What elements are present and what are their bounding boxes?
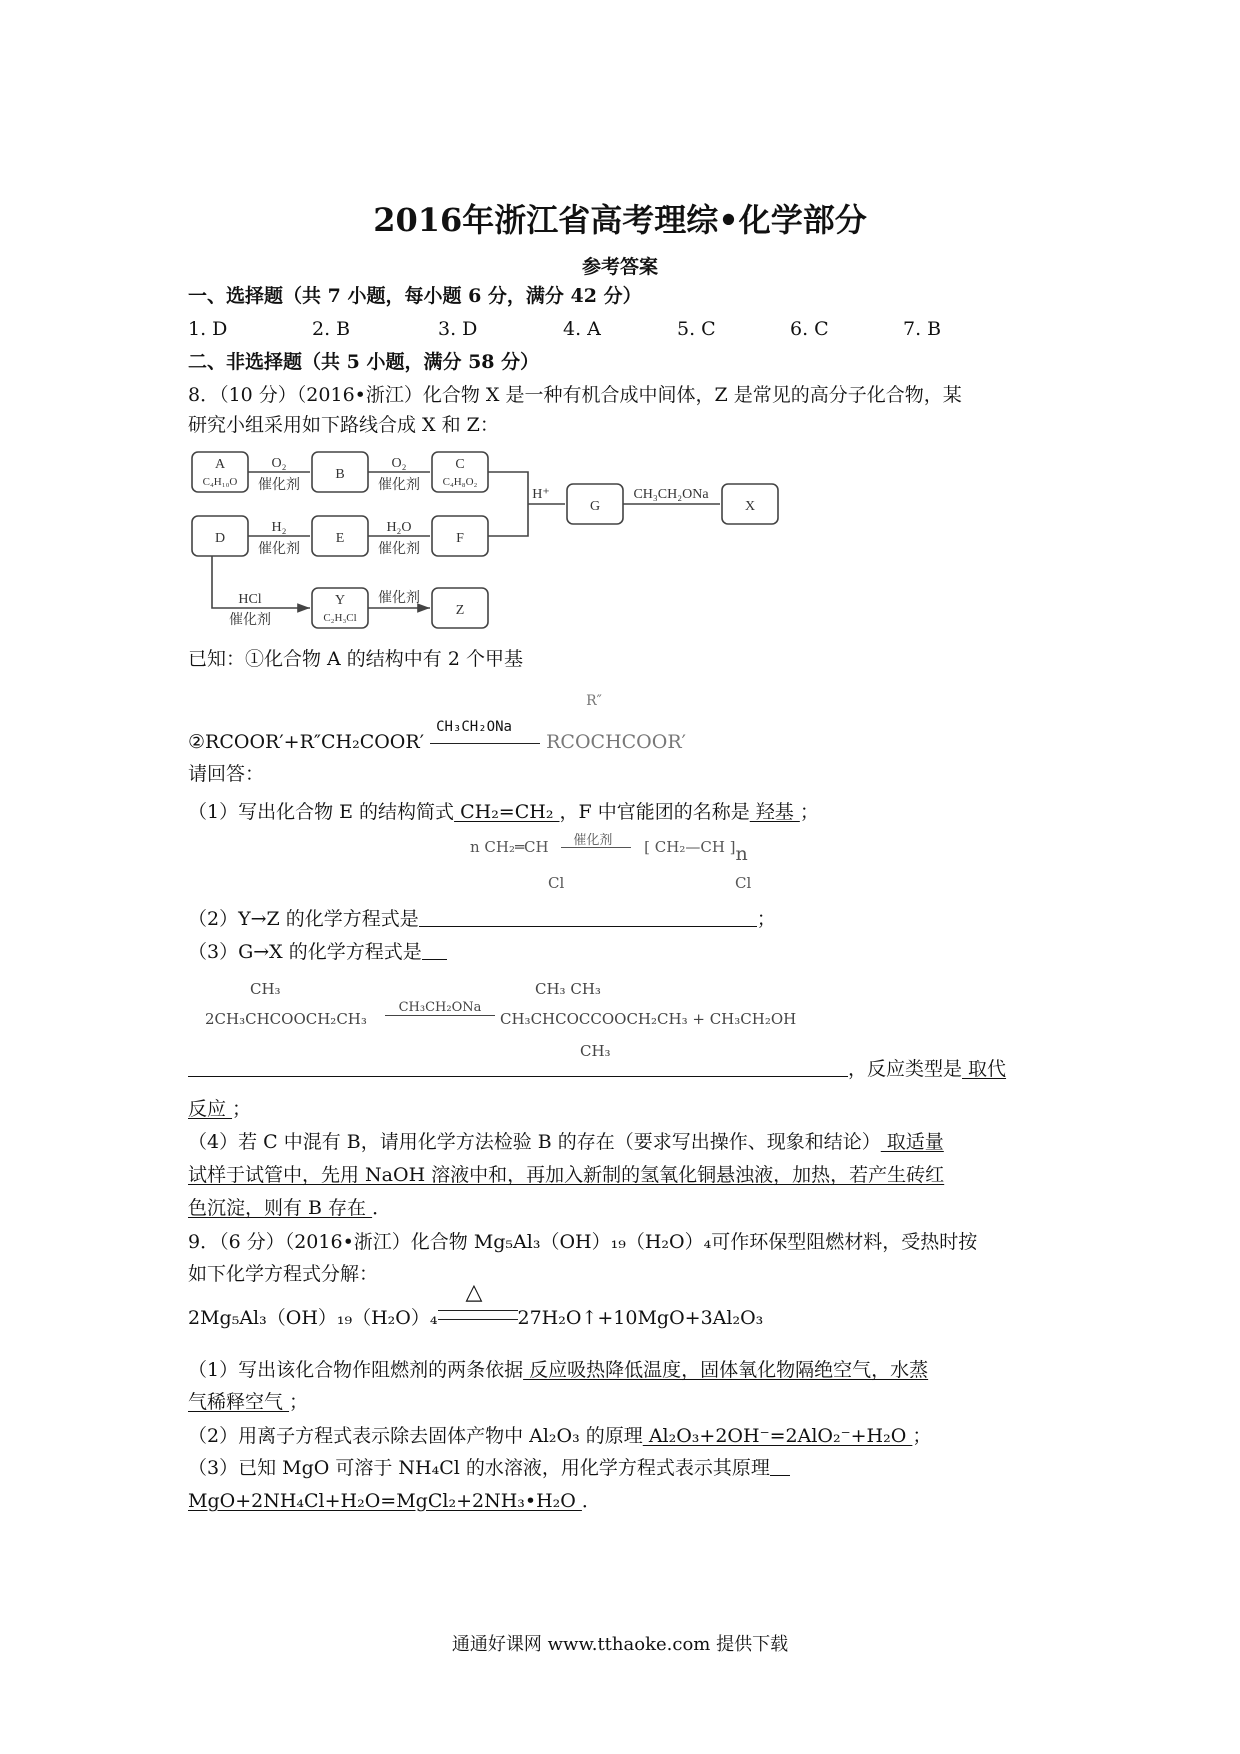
node-a-formula: C₄H₁₀O [202,476,238,488]
q8-part3-type-cont [188,1097,251,1121]
answer: 4. A [563,318,601,340]
q8-part4-answer [188,1196,391,1220]
node-z: Z [455,603,465,618]
catalyst-label: 催化剂 [258,542,300,557]
q9-part1-cont [188,1390,308,1414]
q9-part3-answer [188,1489,601,1513]
text: （2）用离子方程式表示除去固体产物中 Al₂O₃ 的原理 [188,1425,643,1447]
answer: 6. C [790,318,829,340]
reactant: 2CH₃CHCOOCH₂CH₃ [205,1010,367,1028]
reagent-h2o: H₂O [386,520,412,535]
answer: 7. B [903,318,942,340]
node-g: G [589,499,601,514]
page-title: 2016年浙江省高考理综•化学部分 [373,201,867,239]
footer: 通通好课网 www.tthaoke.com 提供下载 [451,1634,789,1655]
q8-part2 [188,907,776,931]
catalyst-label: 催化剂 [258,478,300,493]
answer-e-structure: CH₂=CH₂ [454,801,560,823]
node-f: F [456,531,464,546]
known-1: 已知：①化合物 A 的结构中有 2 个甲基 [188,648,523,670]
answer-reaction-type: 反应 [188,1098,233,1120]
q9-stem: 如下化学方程式分解： [188,1263,379,1285]
answer: 反应吸热降低温度，固体氧化物隔绝空气，水蒸 [523,1359,929,1381]
catalyst-label: 催化剂 [378,591,420,606]
known-2-reactants: ②RCOOR′+R″CH₂COOR′ [188,731,425,753]
q9-part3 [188,1456,790,1480]
node-e: E [335,531,345,546]
q8-part1 [188,800,819,824]
node-c-formula: C₄H₈O₂ [442,476,478,488]
text: （4）若 C 中混有 B，请用化学方法检验 B 的存在（要求写出操作、现象和结论） [188,1131,881,1153]
answer: MgO+2NH₄Cl+H₂O=MgCl₂+2NH₃•H₂O [188,1490,582,1512]
node-y: Y [334,593,346,608]
text: ． [581,1490,601,1512]
q9-stem: 9．（6 分）（2016•浙江）化合物 Mg₅Al₃（OH）₁₉（H₂O）₄可作环保型阻燃材料，受热时按 [188,1231,978,1253]
polymerization-equation [470,833,752,892]
answer: 气稀释空气 [188,1391,290,1413]
node-x: X [744,499,756,514]
node-c: C [455,457,465,472]
q8-part3-type [188,1057,1006,1081]
polymer: [ CH₂—CH ] [644,838,736,856]
answer: 5. C [677,318,716,340]
answer: 色沉淀，则有 B 存在 [188,1197,373,1219]
node-d: D [214,531,226,546]
section1-heading: 一、选择题（共 7 小题，每小题 6 分，满分 42 分） [188,285,642,307]
catalyst-label: 催化剂 [378,478,420,493]
polymer-n: n [735,843,748,865]
known-2-product-text: RCOCHCOOR′ [546,731,686,753]
reactant: 2Mg₅Al₃（OH）₁₉（H₂O）₄ [188,1307,438,1329]
known-2-substituent: R″ [586,693,602,709]
answer-reaction-type: 取代 [962,1058,1007,1080]
methyl: CH₃ [250,980,281,998]
text: ，反应类型是 [848,1058,963,1080]
answer: 1. D [188,318,228,340]
reagent-h-plus: H⁺ [532,487,550,502]
known-2 [188,693,686,754]
catalyst-label: 催化剂 [378,542,420,557]
text: （1）写出化合物 E 的结构简式 [188,801,455,823]
products: CH₃CHCOCCOOCH₂CH₃ + CH₃CH₂OH [500,1010,797,1028]
reagent-naoet: CH₃CH₂ONa [633,487,709,502]
please-answer: 请回答： [188,763,265,785]
text: ； [799,801,819,823]
heat-symbol: △ [465,1280,483,1305]
reagent-hcl: HCl [238,592,262,607]
q8-part4-answer: 试样于试管中，先用 NaOH 溶液中和，再加入新制的氢氧化铜悬浊液，加热，若产生砖红 [188,1164,945,1186]
text: ． [372,1197,392,1219]
text: （3）G→X 的化学方程式是 [188,941,422,963]
monomer: n CH₂═CH [470,838,549,856]
node-b: B [335,467,345,482]
q9-equation [188,1280,764,1330]
answer-f-group: 羟基 [749,801,800,823]
catalyst-label: 催化剂 [573,833,613,848]
q9-part2 [188,1424,931,1448]
text: ； [912,1425,932,1447]
section2-heading: 二、非选择题（共 5 小题，满分 58 分） [188,351,540,373]
reagent: CH₃CH₂ONa [385,1000,495,1016]
text: ； [756,908,776,930]
answer: 3. D [438,318,478,340]
q8-stem: 8．（10 分）（2016•浙江）化合物 X 是一种有机合成中间体，Z 是常见的高分子化合物，某 [188,384,962,406]
answer: Al₂O₃+2OH⁻=2AlO₂⁻+H₂O [642,1425,913,1447]
reagent-o2: O₂ [271,456,287,471]
reagent-o2: O₂ [391,456,407,471]
synthesis-route-diagram [188,448,788,633]
text: ，F 中官能团的名称是 [559,801,750,823]
reagent-h2: H₂ [271,520,287,535]
chlorine: Cl [548,874,565,892]
catalyst-label: 催化剂 [229,613,271,628]
products: 27H₂O↑+10MgO+3Al₂O₃ [517,1307,764,1329]
chlorine: Cl [735,874,752,892]
text: （2）Y→Z 的化学方程式是 [188,908,419,930]
page-subtitle: 参考答案 [581,256,658,278]
answer: 取适量 [880,1131,944,1153]
node-y-formula: C₂H₃Cl [323,612,357,624]
node-a: A [214,457,226,472]
text: ； [232,1098,252,1120]
text: ； [289,1391,309,1413]
q8-part4 [188,1130,944,1154]
methyl: CH₃ [580,1042,611,1060]
q8-stem: 研究小组采用如下路线合成 X 和 Z： [188,414,499,436]
known-2-product [546,693,686,753]
q8-part3 [188,940,447,964]
known-2-reagent: CH₃CH₂ONa [436,719,512,735]
text: （1）写出该化合物作阻燃剂的两条依据 [188,1359,524,1381]
methyls: CH₃ CH₃ [535,980,601,998]
answer: 2. B [312,318,351,340]
q9-part1 [188,1358,928,1382]
text: （3）已知 MgO 可溶于 NH₄Cl 的水溶液，用化学方程式表示其原理 [188,1457,770,1479]
